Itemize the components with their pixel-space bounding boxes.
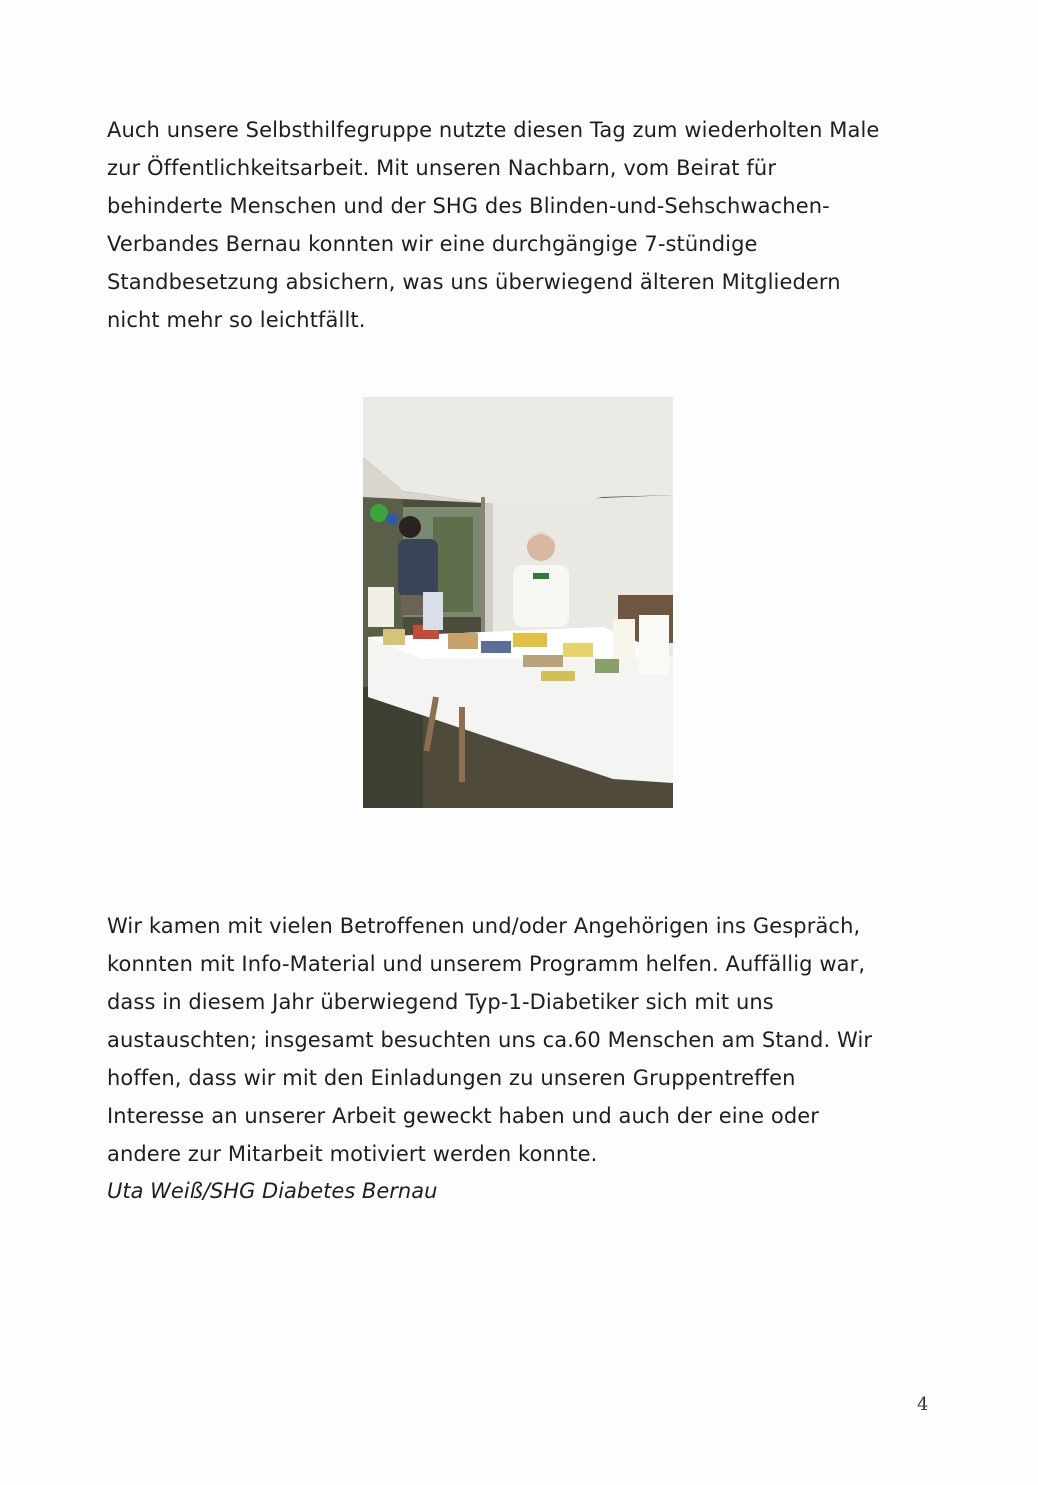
report-paragraph bbox=[107, 907, 937, 1173]
text-line: Wir kamen mit vielen Betroffenen und/oder Angehörigen ins Gespräch, bbox=[107, 914, 861, 938]
text-line: hoffen, dass wir mit den Einladungen zu unseren Gruppentreffen bbox=[107, 1066, 796, 1090]
text-line: Standbesetzung absichern, was uns überwiegend älteren Mitgliedern bbox=[107, 270, 841, 294]
text-line: Auch unsere Selbsthilfegruppe nutzte diesen Tag zum wiederholten Male bbox=[107, 118, 880, 142]
info-stand-photo bbox=[363, 397, 673, 808]
text-line: Interesse an unserer Arbeit geweckt haben und auch der eine oder bbox=[107, 1104, 820, 1128]
photo-illustration bbox=[363, 397, 673, 808]
text-line: austauschten; insgesamt besuchten uns ca.60 Menschen am Stand. Wir bbox=[107, 1028, 873, 1052]
text-line: andere zur Mitarbeit motiviert werden konnte. bbox=[107, 1142, 598, 1166]
text-line: dass in diesem Jahr überwiegend Typ-1-Diabetiker sich mit uns bbox=[107, 990, 774, 1014]
text-line: Verbandes Bernau konnten wir eine durchgängige 7-stündige bbox=[107, 232, 758, 256]
text-line: behinderte Menschen und der SHG des Blinden-und-Sehschwachen- bbox=[107, 194, 830, 218]
intro-paragraph bbox=[107, 111, 937, 339]
page-number: 4 bbox=[917, 1394, 929, 1415]
text-line: nicht mehr so leichtfällt. bbox=[107, 308, 366, 332]
author-signature: Uta Weiß/SHG Diabetes Bernau bbox=[107, 1179, 438, 1203]
text-line: konnten mit Info-Material und unserem Programm helfen. Auffällig war, bbox=[107, 952, 866, 976]
text-line: zur Öffentlichkeitsarbeit. Mit unseren Nachbarn, vom Beirat für bbox=[107, 156, 777, 180]
